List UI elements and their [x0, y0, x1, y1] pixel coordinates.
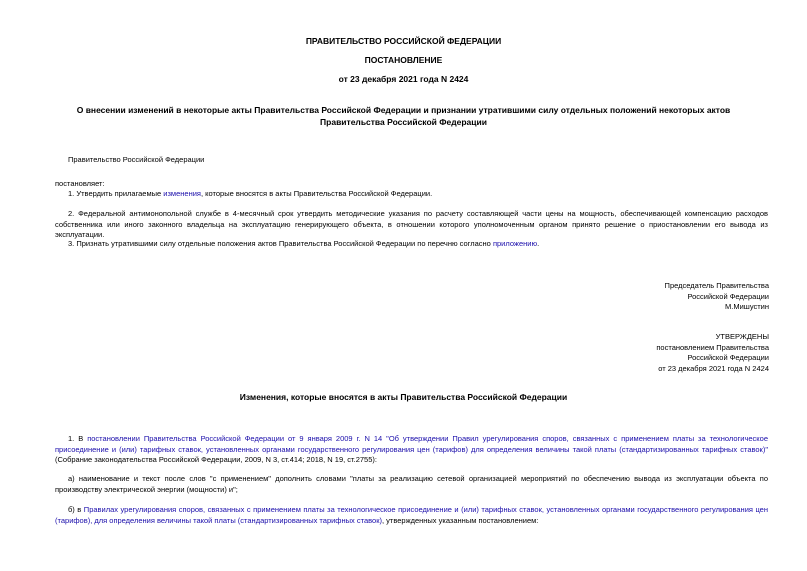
item-3: [68, 239, 768, 250]
document-date-number: от 23 декабря 2021 года N 2424: [338, 74, 469, 84]
government-line: Правительство Российской Федерации: [68, 155, 205, 164]
item-2: 2. Федеральной антимонопольной службе в 4-месячный срок утвердить методические указания по расчету составляющей части цены на мощность, обеспечивающей компенсацию расходов собственника или иного законного владельца на эксплуатацию генерирующего объекта, в отношении которого уполномоченным органом принято решение о приостановлении его вывода из эксплуатации.: [55, 209, 768, 239]
signature-organization: Российской Федерации: [687, 291, 769, 301]
approval-by: постановлением Правительства: [656, 342, 769, 352]
signature-position: Председатель Правительства: [664, 281, 769, 290]
changes-paragraph-a: а) наименование и текст после слов "с применением" дополнить словами "платы за реализацию сетевой организацией мероприятий по обеспечению вывода из эксплуатации объекта по производству электрической энергии (мощности) и";: [55, 474, 768, 494]
item-3-text-start: 3. Признать утратившими силу отдельные положения актов Правительства Российской Федерации по перечню согласно: [68, 239, 493, 248]
item-1-text-end: , которые вносятся в акты Правительства Российской Федерации.: [200, 189, 433, 198]
approval-organization: Российской Федерации: [687, 353, 769, 362]
decides-line: постановляет:: [55, 179, 105, 188]
changes-p1-text-end: (Собрание законодательства Российской Федерации, 2009, N 3, ст.414; 2018, N 19, ст.2755):: [55, 455, 377, 464]
changes-paragraph-b: [55, 505, 768, 526]
changes-pb-text-start: б) в: [68, 505, 84, 514]
changes-link[interactable]: изменения: [163, 189, 201, 198]
resolution-14-link[interactable]: постановлении Правительства Российской Федерации от 9 января 2009 г. N 14 "Об утверждении Правил урегулирования споров, связанных с применением платы за технологическое присоединение и (или) тарифных ставок, установленных органами государственного регулирования цен (тарифов) для определения величины такой платы (стандартизированных тарифных ставок)": [55, 434, 768, 454]
approval-date-number: от 23 декабря 2021 года N 2424: [658, 363, 769, 373]
changes-title: Изменения, которые вносятся в акты Правительства Российской Федерации: [239, 392, 568, 402]
approval-block: [509, 332, 769, 374]
item-1-text-start: 1. Утвердить прилагаемые: [68, 189, 164, 198]
dispute-rules-link[interactable]: Правилах урегулирования споров, связанных с применением платы за технологическое присоединение и (или) тарифных ставок, установленных органами государственного регулирования цен (тарифов), для определения величины такой платы (стандартизированных тарифных ставок): [55, 505, 768, 525]
approval-label: УТВЕРЖДЕНЫ: [715, 332, 769, 341]
changes-pb-text-end: , утвержденных указанным постановлением:: [381, 515, 539, 525]
signature-name: М.Мишустин: [725, 302, 769, 311]
government-heading: ПРАВИТЕЛЬСТВО РОССИЙСКОЙ ФЕДЕРАЦИИ: [305, 36, 502, 46]
changes-paragraph-1: [55, 434, 768, 466]
item-3-text-end: .: [537, 239, 540, 248]
appendix-link[interactable]: приложению: [492, 239, 538, 248]
document-title: О внесении изменений в некоторые акты Правительства Российской Федерации и признании утратившими силу отдельных положений некоторых актов Правительства Российской Федерации: [76, 105, 731, 127]
document-type-heading: ПОСТАНОВЛЕНИЕ: [364, 55, 443, 65]
signature-block: [509, 281, 769, 313]
changes-p1-text-start: 1. В: [68, 434, 88, 443]
item-1: [68, 189, 768, 200]
